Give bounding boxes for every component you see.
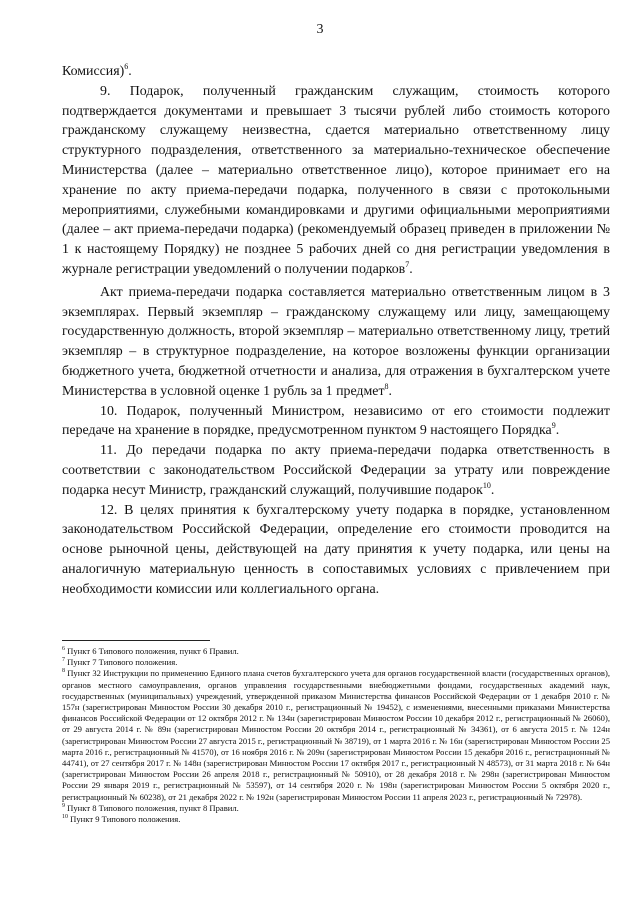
footnote-ref: 10: [482, 480, 491, 490]
footnote-separator: [62, 640, 210, 641]
footnote: $^{10}$ Пункт 9 Типового положения.: [62, 814, 181, 825]
footnote-ref: 9: [551, 421, 556, 431]
footnote-ref: 6: [124, 62, 129, 71]
paragraph-continuation: Комиссия)$^6$.: [62, 62, 132, 79]
footnote: $^6$ Пункт 6 Типового положения, пункт 6 Правил.: [62, 646, 239, 656]
footnotes: [62, 646, 610, 825]
paragraph-item-11: 11. До передачи подарка по акту приема-передачи подарка ответственность в соответствии с законодательством Российской Федерации за утрату или повреждение подарка несут Министр, гражданский служащий, получившие подарок$^{10}$.: [62, 443, 610, 498]
paragraph-item-10: 10. Подарок, полученный Министром, независимо от его стоимости подлежит передаче на хранение в порядке, предусмотренном пунктом 9 настоящего Порядка$^9$.: [62, 403, 610, 439]
paragraph-act: Акт приема-передачи подарка составляется материально ответственным лицом в 3 экземплярах. Первый экземпляр – гражданскому служащему или лицу, замещающему государственную должность, второй экземпляр – материально ответственному лицу, третий экземпляр – в структурное подразделение, на которое возложены функции организации бюджетного учета, бюджетной отчетности и анализа, для отражения в бухгалтерском учете Министерства в условной оценке 1 рубль за 1 предмет$^8$.: [62, 284, 610, 399]
footnote: $^8$ Пункт 32 Инструкции по применению Единого плана счетов бухгалтерского учета для органов государственной власти (государственных органов), органов местного самоуправления, органов управления государственными внебюджетными фондами, государственных академий наук, государственных (муниципальных) учреждений, утвержденной приказом Министерства финансов Российской Федерации от 1 декабря 2010 г. № 157н (зарегистрирован Минюстом России 30 декабря 2010 г., регистрационный № 19452), с изменениями, внесенными приказами Министерства финансов Российской Федерации от 12 октября 2012 г. № 134н (зарегистрирован Минюстом России 10 декабря 2012 г., регистрационный № 26060), от 29 августа 2014 г. № 89н (зарегистрирован Минюстом России 20 октября 2014 г., регистрационный № 34361), от 6 августа 2015 г. № 124н (зарегистрирован Минюстом России 27 августа 2015 г., регистрационный № 38719), от 1 марта 2016 г. № 16н (зарегистрирован Минюстом России 25 марта 2016 г., регистрационный № 41570), от 16 ноября 2016 г. № 209н (зарегистрирован Минюстом России 15 декабря 2016 г., регистрационный № 44741), от 27 сентября 2017 г. № 148н (зарегистрирован Минюстом России 17 октября 2017 г., регистрационный N 48573), от 31 марта 2018 г. № 64н (зарегистрирован Минюстом России 26 апреля 2018 г., регистрационный № 50910), от 28 декабря 2018 г. № 298н (зарегистрирован Минюстом России 29 января 2019 г., регистрационный № 53597), от 14 сентября 2020 г. № 198н (зарегистрирован Минюстом России 5 октября 2020 г., регистрационный № 60238), от 21 декабря 2022 г. № 192н (зарегистрирован Минюстом России 11 апреля 2023 г., регистрационный № 72978).: [62, 668, 610, 802]
paragraph-item-12: 12. В целях принятия к бухгалтерскому учету подарка в порядке, установленном законодательством Российской Федерации, определение его стоимости проводится на основе рыночной цены, действующей на дату принятия к учету подарка, или цены на аналогичную материальную ценность в сопоставимых условиях с привлечением при необходимости комиссии или коллегиального органа.: [62, 502, 610, 597]
footnote-ref: 7: [405, 259, 410, 269]
document-body: [62, 62, 610, 600]
page-number: 3: [316, 22, 324, 37]
footnote: $^7$ Пункт 7 Типового положения.: [62, 657, 178, 668]
paragraph-item-9: 9. Подарок, полученный гражданским служащим, стоимость которого подтверждается документами и превышает 3 тысячи рублей либо стоимость которого гражданскому служащему неизвестна, сдается материально ответственному лицу структурного подразделения, ответственного за материально-техническое обеспечение Министерства (далее – материально ответственное лицо), которое принимает его на хранение по акту приема-передачи подарка, полученного в связи с протокольными мероприятиями, служебными командировками и другими официальными мероприятиями (далее – акт приема-передачи подарка) (рекомендуемый образец приведен в приложении № 1 к настоящему Порядку) не позднее 5 рабочих дней со дня регистрации уведомления в журнале регистрации уведомлений о получении подарков$^7$.: [62, 83, 610, 277]
footnote: $^9$ Пункт 8 Типового положения, пункт 8 Правил.: [62, 802, 239, 813]
footnote-ref: 8: [384, 381, 389, 391]
